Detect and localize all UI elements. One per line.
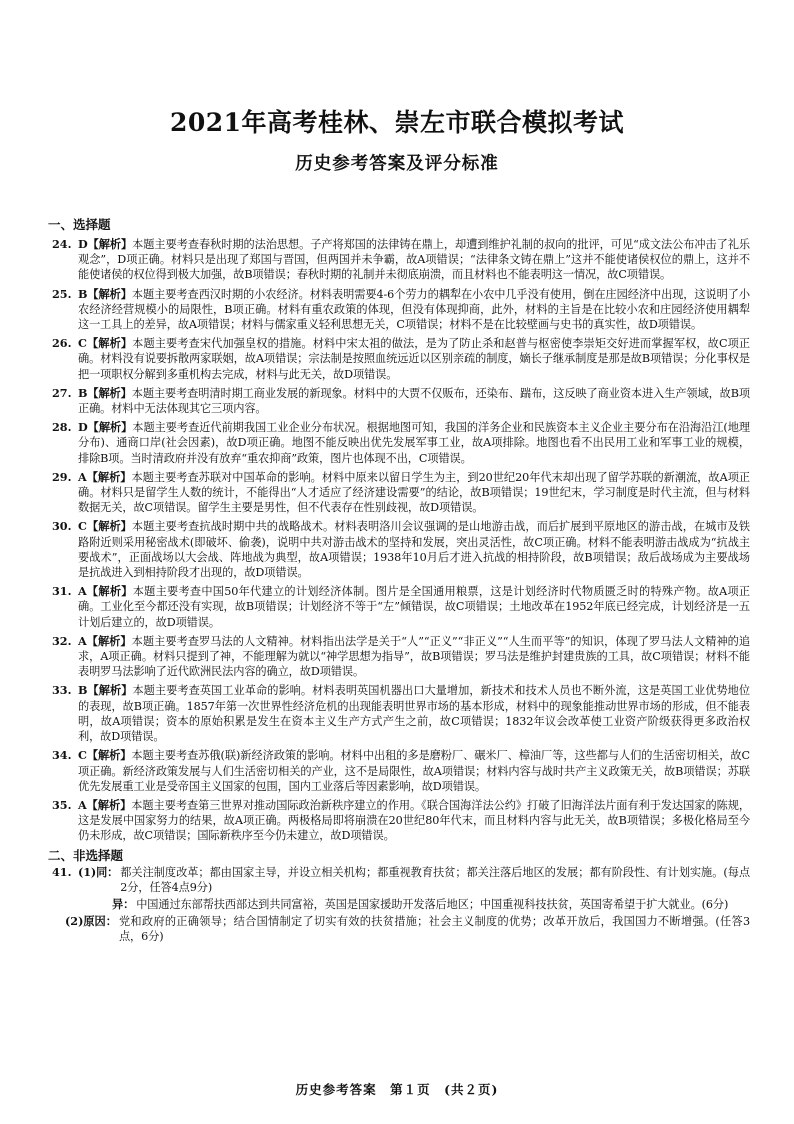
analysis-text: 本题主要考查明清时期工商业发展的新现象。材料中的大贾不仅贩布，还染布、踹布，这反映了商业资本进入生产领域，故B项正确。材料中无法体现其它三项内容。 — [78, 386, 750, 416]
question-answer — [78, 420, 750, 466]
question-number: 24. — [52, 237, 72, 251]
q41-part1-diff — [78, 897, 750, 912]
analysis-text: 本题主要考查抗战时期中共的战略战术。材料表明洛川会议强调的是山地游击战，而后扩展到平原地区的游击战，在城市及铁路附近则采用秘密战术(即破坏、偷袭)，说明中共对游击战术的坚持和发展，突出灵活性，故C项正确。材料不能表明游击战成为“抗战主要战术”，正面战场以大会战、阵地战为典型，故A项错误；1938年10月后才进入抗战的相持阶段，故B项错误；敌后战场成为主要战场是抗战进入到相持阶段才出现的，故D项错误。 — [78, 520, 750, 580]
answer-key: B【解析】 — [78, 385, 132, 400]
question-26 — [52, 336, 750, 382]
question-30 — [52, 519, 750, 580]
answer-key: B【解析】 — [78, 286, 132, 301]
question-answer — [78, 386, 750, 416]
section-heading-nonchoice: 二、非选择题 — [48, 847, 124, 863]
answer-key: A【解析】 — [78, 633, 132, 648]
question-answer — [78, 683, 750, 744]
question-24 — [52, 237, 750, 283]
q41-part1-diff-text: 中国通过东部帮扶西部达到共同富裕，英国是国家援助开发落后地区；中国重视科技扶贫，英国寄希望于扩大就业。(6分) — [136, 897, 729, 911]
answer-key: C【解析】 — [78, 748, 132, 763]
question-answer — [78, 336, 750, 382]
q41-part2 — [52, 914, 750, 944]
question-answer — [78, 798, 750, 844]
question-number: 34. — [52, 748, 72, 763]
analysis-text: 本题主要考查英国工业革命的影响。材料表明英国机器出口大量增加，新技术和技术人员也不断外流，这是英国工业优势地位的表现，故B项正确。1857年第一次世界性经济危机的出现能表明世界市场的基本形成，材料中的现象能推动世界市场的形成，但不能表明，故A项错误；资本的原始积累是发生在资本主义生产方式产生之前，故C项错误；1832年议会改革使工业资产阶级获得更多政治权利，故D项错误。 — [78, 684, 750, 744]
q41-part1-same — [78, 865, 750, 895]
question-number: 28. — [52, 420, 72, 435]
analysis-text: 本题主要考查中国50年代建立的计划经济体制。图片是全国通用粮票，这是计划经济时代物质匮乏时的特殊产物。故A项正确。工业化至今都还没有实现，故B项错误；计划经济不等于“左”倾错误，故C项错误；土地改革在1952年底已经完成，计划经济是一五计划后建立的，故D项错误。 — [78, 585, 750, 629]
question-number: 25. — [52, 286, 72, 301]
analysis-text: 本题主要考查第三世界对推动国际政治新秩序建立的作用。《联合国海洋法公约》打破了旧海洋法片面有利于发达国家的陈规，这是发展中国家努力的结果，故A项正确。两极格局即将崩溃在20世纪80年代末，而且材料内容与此无关，故B项错误；多极化格局至今仍未形成，故C项错误；国际新秩序至今仍未建立，故D项错误。 — [78, 798, 750, 843]
question-answer — [78, 748, 750, 794]
question-33 — [52, 683, 750, 744]
analysis-text: 本题主要考查苏联对中国革命的影响。材料中原来以留日学生为主，到20世纪20年代末却出现了留学苏联的新潮流，故A项正确。材料只是留学生人数的统计，不能得出“人才适应了经济建设需要”的结论，故B项错误；19世纪末，学习制度是时代主流，但与材料数据无关，故C项错误。留学生主要是男性，但不代表存在性别歧视，故D项错误。 — [78, 470, 750, 515]
answer-key: C【解析】 — [78, 519, 132, 534]
question-41 — [52, 865, 750, 915]
q41-part1-diff-label: 异： — [112, 896, 135, 911]
q41-part1-label: (1)同： — [78, 864, 119, 879]
section-heading-choice: 一、选择题 — [48, 217, 111, 232]
question-number: 30. — [52, 519, 72, 534]
analysis-text: 本题主要考查罗马法的人文精神。材料指出法学是关于“人”“正义”“非正义”“人生而平等”的知识，体现了罗马法人文精神的追求，A项正确。材料只提到了神，不能理解为就以“神学思想为指导”，故B项错误；罗马法是维护封建贵族的工具，故C项错误；材料不能表明罗马法影响了近代欧洲民法内容的确立，故D项错误。 — [78, 634, 750, 679]
question-number: 27. — [52, 385, 72, 400]
question-number: 31. — [52, 584, 72, 599]
question-25 — [52, 287, 750, 333]
analysis-text: 本题主要考查西汉时期的小农经济。材料表明需要4-6个劳力的耦犁在小农中几乎没有使用，倒在庄园经济中出现，这说明了小农经济经营规模小的局限性，B项正确。材料有重农政策的体现，但没有体现抑商，此外，材料的主旨是在比较小农和庄园经济使用耦犁这一工具上的差异，故A项错误；材料与儒家重义轻利思想无关，C项错误；材料不是在比较壁画与史书的真实性，故D项错误。 — [78, 287, 750, 332]
question-31 — [52, 584, 750, 630]
document-body — [48, 217, 751, 947]
question-34 — [52, 748, 750, 794]
question-28 — [52, 420, 750, 466]
answer-key: D【解析】 — [78, 420, 133, 435]
answer-key: A【解析】 — [78, 797, 132, 812]
question-answer — [78, 634, 750, 680]
question-answer — [78, 237, 750, 283]
question-answer — [78, 287, 750, 333]
question-29 — [52, 470, 750, 516]
page-footer: 历史参考答案 第１页 (共２页) — [295, 1082, 499, 1097]
question-35 — [52, 798, 750, 844]
question-number: 29. — [52, 469, 72, 484]
question-41-answer — [78, 865, 750, 915]
answer-key: A【解析】 — [78, 469, 132, 484]
question-answer — [78, 519, 750, 580]
q41-part2-text: 党和政府的正确领导；结合国情制定了切实有效的扶贫措施；社会主义制度的优势；改革开放后，我国国力不断增强。(任答3点，6分) — [118, 915, 750, 944]
page-subtitle: 历史参考答案及评分标准 — [295, 154, 499, 174]
answer-key: D【解析】 — [78, 237, 133, 251]
analysis-text: 本题主要考查春秋时期的法治思想。子产将郑国的法律铸在鼎上，却遭到维护礼制的叔向的批评，可见“成文法公布冲击了礼乐观念”，D项正确。材料只是出现了郑国与晋国，但两国并未争霸，故A项错误；“法律条文铸在鼎上”这并不能使诸侯权位的鼎上，这并不能使诸侯的权位得到极大加强，故B项错误；春秋时期的礼制并未彻底崩溃，而且材料也不能表明这一情况，故C项错误。 — [78, 238, 750, 282]
answer-key: A【解析】 — [78, 584, 133, 599]
analysis-text: 本题主要考查宋代加强皇权的措施。材料中宋太祖的做法，是为了防止杀和赵普与枢密使李崇矩交好进而掌握军权，故C项正确。材料没有说要拆散两家联姻，故A项错误；宗法制是按照血统远近以区别亲疏的制度，嫡长子继承制度是那是故B项错误；分化事权是把一项职权分解到多重机构去完成，材料与此无关，故D项错误。 — [78, 337, 750, 381]
question-answer — [78, 584, 750, 630]
analysis-text: 本题主要考查近代前期我国工业企业分布状况。根据地图可知，我国的洋务企业和民族资本主义企业主要分布在沿海沿江(地理分布)、通商口岸(社会因素)，故D项正确。地图不能反映出优先发展军事工业，故A项排除。地图也看不出民用工业和军事工业的规模，排除B项。当时清政府并没有放弃“重农抑商”政策，图片也体现不出，C项错误。 — [78, 421, 751, 465]
answer-key: C【解析】 — [78, 336, 133, 351]
answer-key: B【解析】 — [78, 683, 133, 698]
question-number: 33. — [52, 683, 72, 698]
question-32 — [52, 634, 750, 680]
question-27 — [52, 386, 750, 416]
question-number: 41. — [52, 864, 72, 879]
question-number: 26. — [52, 336, 72, 351]
analysis-text: 本题主要考查苏俄(联)新经济政策的影响。材料中出租的多是磨粉厂、碾米厂、樟油厂等，这些都与人们的生活密切相关，故C项正确。新经济政策发展与人们生活密切相关的产业，这不是局限性，故A项错误；材料内容与战时共产主义政策无关，故B项错误；苏联优先发展重工业是受帝国主义国家的包围，国内工业落后等因素影响，故D项错误。 — [78, 749, 751, 793]
page-title: 2021年高考桂林、崇左市联合模拟考试 — [169, 108, 625, 137]
q41-part2-label: (2)原因： — [65, 914, 117, 929]
question-answer — [78, 470, 750, 516]
q41-part1-same-text: 都关注制度改革；都由国家主导，并设立相关机构；都重视教育扶贫；都关注落后地区的发展；都有阶段性、有计划实施。(每点2分，任答4点9分) — [120, 865, 750, 894]
question-number: 32. — [52, 633, 72, 648]
question-number: 35. — [52, 797, 72, 812]
